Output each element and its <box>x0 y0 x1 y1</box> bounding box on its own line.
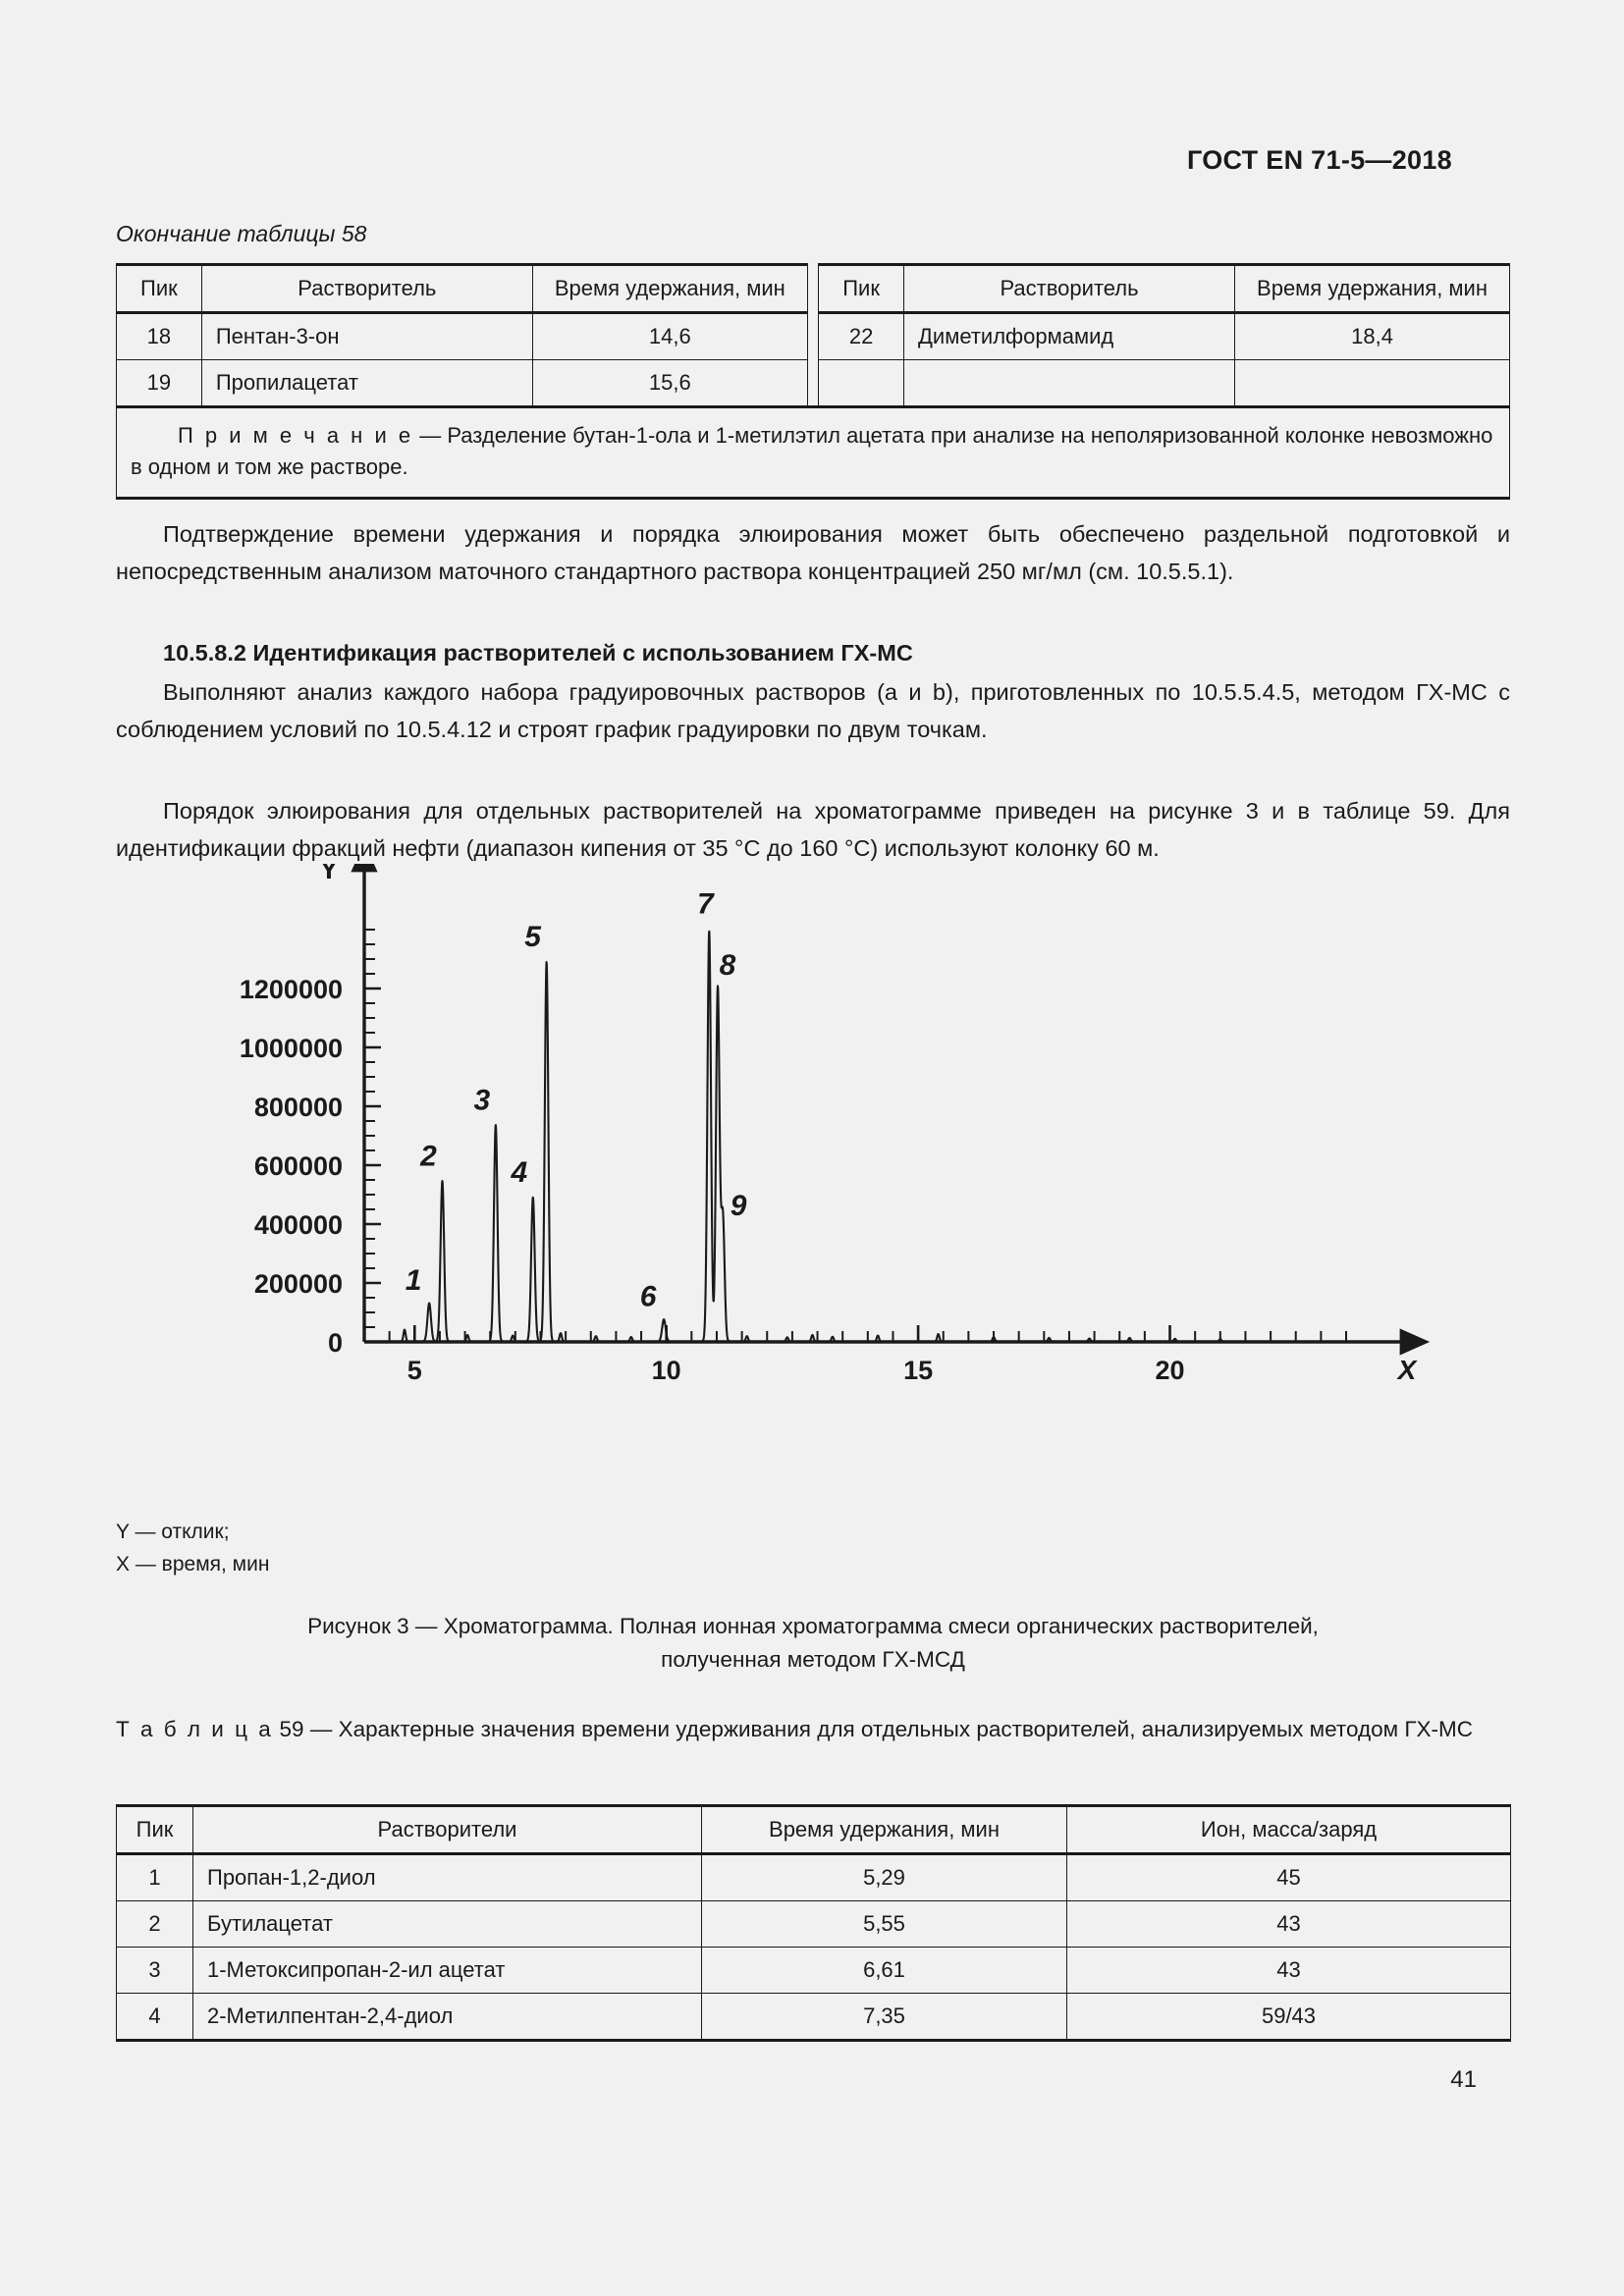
table-row <box>117 1901 1511 1948</box>
cell-peak: 18 <box>117 313 202 360</box>
table58-col-rt-right: Время удержания, мин <box>1235 265 1510 313</box>
cell-solvent: Пропилацетат <box>201 360 532 407</box>
cell-solvent: Бутилацетат <box>193 1901 702 1948</box>
page-number: 41 <box>1450 2066 1477 2093</box>
svg-text:X: X <box>1397 1355 1417 1385</box>
cell-peak <box>819 360 904 407</box>
table59-title-text: — Характерные значения времени удерживания для отдельных растворителей, анализируемых методом ГХ-МС <box>309 1717 1474 1741</box>
table59-col-ion: Ион, масса/заряд <box>1067 1806 1511 1854</box>
cell-rt <box>1235 360 1510 407</box>
table59-header-row <box>117 1806 1511 1854</box>
table-59 <box>116 1804 1511 2042</box>
cell-solvent: 1-Метоксипропан-2-ил ацетат <box>193 1948 702 1994</box>
cell-rt: 5,55 <box>702 1901 1067 1948</box>
document-standard-header: ГОСТ EN 71-5—2018 <box>1187 145 1452 175</box>
table-row <box>117 1994 1511 2041</box>
svg-text:9: 9 <box>730 1190 747 1222</box>
table58-column-divider <box>807 313 818 360</box>
cell-solvent: Пентан-3-он <box>201 313 532 360</box>
table58-col-solvent-left: Растворитель <box>201 265 532 313</box>
svg-text:6: 6 <box>639 1280 657 1313</box>
legend-x: X — время, мин <box>116 1552 270 1575</box>
figure-axis-legend <box>116 1517 269 1580</box>
table58-continuation-label: Окончание таблицы 58 <box>116 221 367 246</box>
svg-text:15: 15 <box>903 1356 934 1385</box>
cell-peak: 22 <box>819 313 904 360</box>
chart-trace <box>364 932 1346 1342</box>
chart-peak-labels <box>406 888 747 1313</box>
cell-peak: 4 <box>117 1994 193 2041</box>
svg-text:8: 8 <box>719 949 736 982</box>
cell-ion: 45 <box>1067 1854 1511 1901</box>
svg-text:400000: 400000 <box>253 1210 343 1240</box>
svg-text:1000000: 1000000 <box>239 1034 343 1063</box>
cell-peak: 3 <box>117 1948 193 1994</box>
table58-column-divider <box>807 265 818 313</box>
figure-caption-line2: полученная методом ГХ-МСД <box>661 1646 965 1672</box>
cell-peak: 2 <box>117 1901 193 1948</box>
table58-note-row <box>117 407 1510 499</box>
table59-col-rt: Время удержания, мин <box>702 1806 1067 1854</box>
cell-rt: 14,6 <box>532 313 807 360</box>
table-58 <box>116 263 1510 500</box>
cell-ion: 59/43 <box>1067 1994 1511 2041</box>
table-row <box>117 1854 1511 1901</box>
cell-rt: 6,61 <box>702 1948 1067 1994</box>
note-text: — Разделение бутан-1-ола и 1-метилэтил ацетата при анализе на неполяризованной колонке невозможно в одном и том же растворе. <box>131 423 1493 479</box>
svg-text:5: 5 <box>524 921 541 953</box>
paragraph-calibration <box>116 673 1510 748</box>
paragraph-elution-order <box>116 792 1510 867</box>
note-label: П р и м е ч а н и е <box>178 423 414 448</box>
svg-text:1200000: 1200000 <box>239 975 343 1004</box>
svg-text:20: 20 <box>1155 1356 1185 1385</box>
svg-text:3: 3 <box>473 1084 491 1117</box>
cell-rt: 18,4 <box>1235 313 1510 360</box>
svg-text:2: 2 <box>420 1140 437 1173</box>
svg-text:Y: Y <box>319 864 339 884</box>
table58-note-cell <box>117 407 1510 499</box>
cell-rt: 15,6 <box>532 360 807 407</box>
paragraph-text: Порядок элюирования для отдельных растворителей на хроматограмме приведен на рисунке 3 и в таблице 59. Для идентификации фракций нефти (диапазон кипения от 35 °C до 160 °C) используют колонку 60 м. <box>116 798 1510 862</box>
table-row <box>117 313 1510 360</box>
section-heading-text: 10.5.8.2 Идентификация растворителей с использованием ГХ-МС <box>163 640 913 666</box>
table58-header-row <box>117 265 1510 313</box>
cell-peak: 1 <box>117 1854 193 1901</box>
paragraph-text: Выполняют анализ каждого набора градуировочных растворов (a и b), приготовленных по 10.5.5.4.5, методом ГХ-МС с соблюдением условий по 10.5.4.12 и строят график градуировки по двум точкам. <box>116 679 1510 743</box>
cell-solvent <box>904 360 1235 407</box>
cell-solvent: Пропан-1,2-диол <box>193 1854 702 1901</box>
figure-3-chromatogram <box>116 864 1510 1472</box>
cell-solvent: Диметилформамид <box>904 313 1235 360</box>
svg-text:5: 5 <box>406 1356 422 1385</box>
table-row <box>117 360 1510 407</box>
svg-text:1: 1 <box>405 1264 422 1297</box>
table58-column-divider <box>807 360 818 407</box>
table59-title <box>116 1713 1510 1746</box>
cell-peak: 19 <box>117 360 202 407</box>
table58-col-peak-right: Пик <box>819 265 904 313</box>
svg-text:800000: 800000 <box>253 1093 343 1122</box>
svg-text:7: 7 <box>696 887 714 921</box>
table59-col-peak: Пик <box>117 1806 193 1854</box>
cell-ion: 43 <box>1067 1948 1511 1994</box>
svg-text:200000: 200000 <box>253 1269 343 1299</box>
table58-col-rt-left: Время удержания, мин <box>532 265 807 313</box>
cell-rt: 7,35 <box>702 1994 1067 2041</box>
svg-text:600000: 600000 <box>253 1151 343 1181</box>
table-row <box>117 1948 1511 1994</box>
paragraph-confirmation <box>116 515 1510 590</box>
table59-col-solvents: Растворители <box>193 1806 702 1854</box>
paragraph-text: Подтверждение времени удержания и порядка элюирования может быть обеспечено раздельной подготовкой и непосредственным анализом маточного стандартного раствора концентрацией 250 мг/мл (см. 10.5.5.1). <box>116 521 1510 585</box>
svg-text:10: 10 <box>651 1356 681 1385</box>
svg-text:4: 4 <box>511 1156 528 1189</box>
cell-solvent: 2-Метилпентан-2,4-диол <box>193 1994 702 2041</box>
section-heading-10-5-8-2 <box>116 634 1510 671</box>
table59-title-number: 59 <box>279 1717 304 1741</box>
table58-col-peak-left: Пик <box>117 265 202 313</box>
legend-y: Y — отклик; <box>116 1521 230 1543</box>
figure-caption-line1: Рисунок 3 — Хроматограмма. Полная ионная хроматограмма смеси органических растворителей, <box>307 1614 1319 1638</box>
cell-ion: 43 <box>1067 1901 1511 1948</box>
svg-text:0: 0 <box>327 1328 343 1358</box>
chart-axes <box>240 864 1419 1385</box>
table59-title-label: Т а б л и ц а <box>116 1717 274 1741</box>
figure-caption <box>116 1610 1510 1677</box>
chromatogram-plot <box>116 864 1510 1472</box>
table58-col-solvent-right: Растворитель <box>904 265 1235 313</box>
cell-rt: 5,29 <box>702 1854 1067 1901</box>
